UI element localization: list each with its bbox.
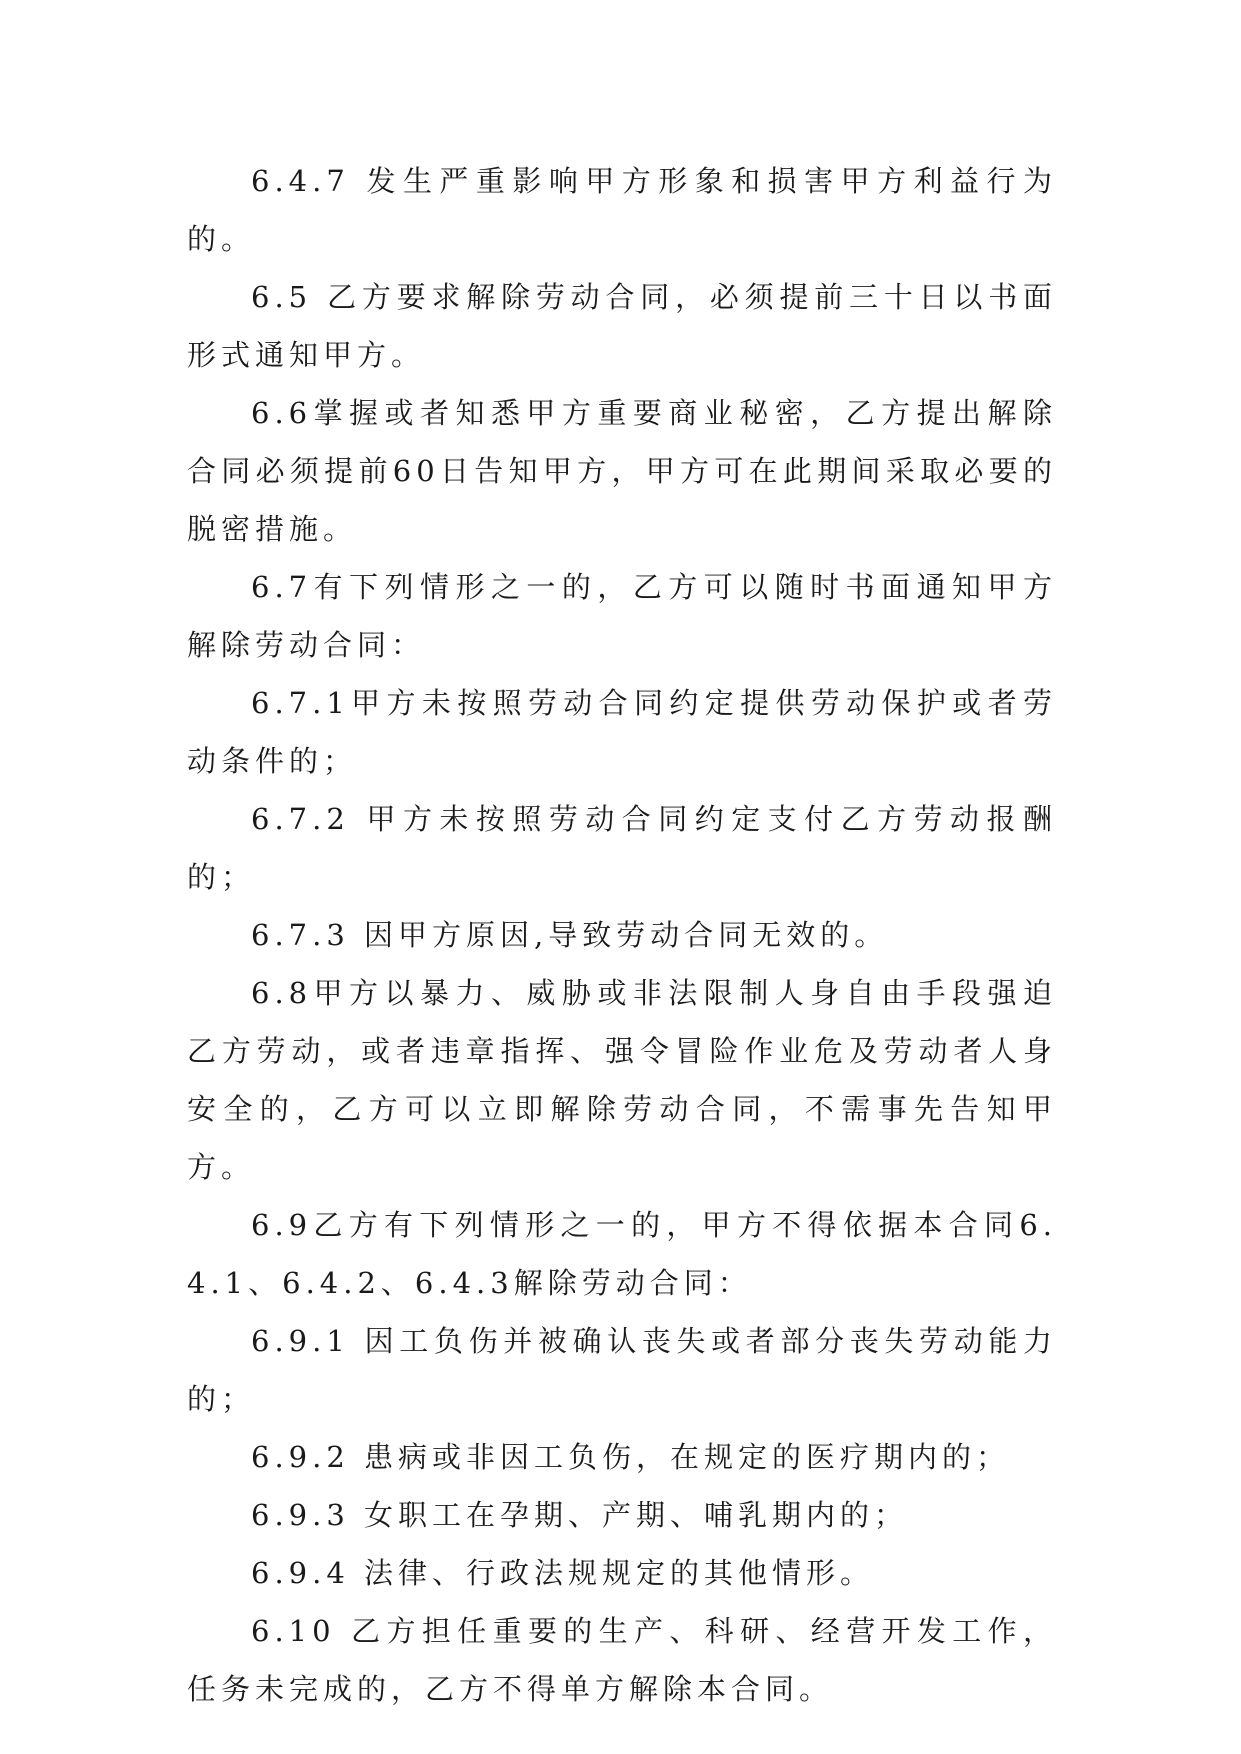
clause-6-7-1: 6.7.1甲方未按照劳动合同约定提供劳动保护或者劳动条件的； <box>187 686 1057 778</box>
clause-6-9-4: 6.9.4 法律、行政法规规定的其他情形。 <box>251 1556 875 1590</box>
clause-6-5: 6.5 乙方要求解除劳动合同，必须提前三十日以书面形式通知甲方。 <box>187 280 1057 372</box>
clause-6-7: 6.7有下列情形之一的，乙方可以随时书面通知甲方解除劳动合同： <box>187 570 1057 662</box>
clause-6-10: 6.10 乙方担任重要的生产、科研、经营开发工作，任务未完成的，乙方不得单方解除本合同。 <box>187 1614 1057 1706</box>
clause-6-4-7: 6.4.7 发生严重影响甲方形象和损害甲方利益行为的。 <box>187 164 1057 256</box>
clause-6-9-1: 6.9.1 因工负伤并被确认丧失或者部分丧失劳动能力的； <box>187 1324 1057 1416</box>
clause-6-6: 6.6掌握或者知悉甲方重要商业秘密，乙方提出解除合同必须提前60日告知甲方，甲方可在此期间采取必要的脱密措施。 <box>187 396 1057 546</box>
clause-6-7-2: 6.7.2 甲方未按照劳动合同约定支付乙方劳动报酬的； <box>187 802 1057 894</box>
clause-6-9-2: 6.9.2 患病或非因工负伤，在规定的医疗期内的； <box>251 1440 1011 1474</box>
document-body <box>187 152 1057 1718</box>
clause-6-8: 6.8甲方以暴力、威胁或非法限制人身自由手段强迫乙方劳动，或者违章指挥、强令冒险作业危及劳动者人身安全的，乙方可以立即解除劳动合同，不需事先告知甲方。 <box>187 976 1057 1184</box>
clause-6-9: 6.9乙方有下列情形之一的，甲方不得依据本合同6.4.1、6.4.2、6.4.3解除劳动合同： <box>187 1208 1057 1300</box>
clause-6-9-3: 6.9.3 女职工在孕期、产期、哺乳期内的； <box>251 1498 909 1532</box>
clause-6-7-3: 6.7.3 因甲方原因,导致劳动合同无效的。 <box>251 918 889 952</box>
